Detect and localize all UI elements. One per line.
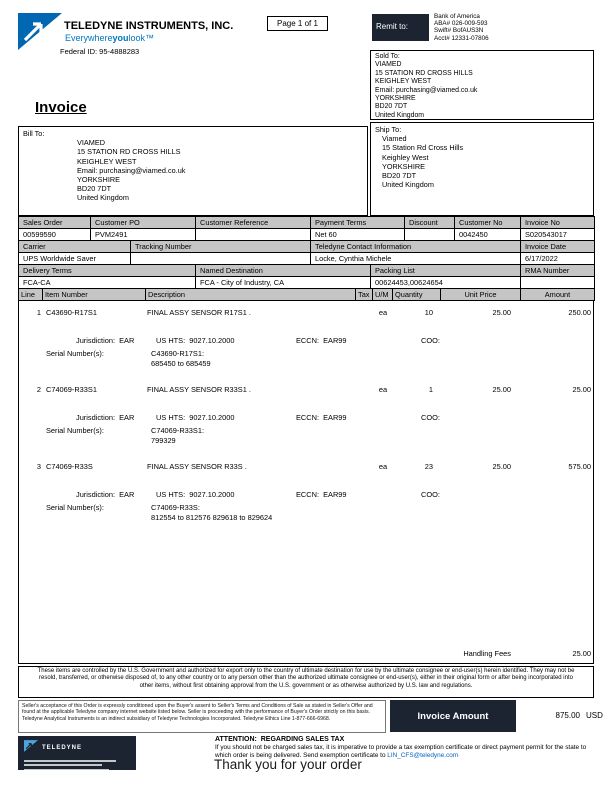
thank-you-message: Thank you for your order bbox=[214, 757, 362, 772]
value-teledyne-contact: Locke, Cynthia Michele bbox=[311, 253, 521, 265]
header-amount: Amount bbox=[521, 289, 595, 301]
serial-range: 799329 bbox=[151, 436, 176, 445]
sold-to-line: United Kingdom bbox=[375, 111, 425, 119]
ship-to-line: United Kingdom bbox=[382, 180, 434, 190]
value-packing-list: 00624453,00624654 bbox=[371, 277, 521, 289]
item-amount: 575.00 bbox=[568, 462, 591, 471]
item-number: C74069-R33S1 bbox=[46, 385, 97, 394]
ship-to-line: BD20 7DT bbox=[382, 171, 417, 181]
item-quantity: 10 bbox=[424, 308, 433, 317]
bill-to-line: United Kingdom bbox=[77, 193, 129, 203]
invoice-amount-currency: USD bbox=[586, 711, 603, 720]
header-carrier: Carrier bbox=[19, 241, 131, 253]
header-rma-number: RMA Number bbox=[521, 265, 595, 277]
item-serial-range-row bbox=[19, 436, 593, 446]
item-amount: 250.00 bbox=[568, 308, 591, 317]
item-eccn: ECCN: EAR99 bbox=[296, 490, 347, 499]
ship-to-line: Keighley West bbox=[382, 152, 429, 162]
ship-to-line: Viamed bbox=[382, 134, 407, 144]
remit-to-details bbox=[434, 13, 489, 42]
ship-to-box bbox=[370, 122, 594, 216]
bill-to-box bbox=[18, 126, 368, 216]
bill-to-line: VIAMED bbox=[77, 138, 105, 148]
header-discount: Discount bbox=[405, 217, 455, 229]
footer-logo-block bbox=[18, 736, 136, 770]
serial-name: C74069-R33S1: bbox=[151, 426, 205, 435]
header-description: Description bbox=[146, 289, 356, 301]
sold-to-line: BD20 7DT bbox=[375, 103, 408, 111]
value-named-destination: FCA - City of Industry, CA bbox=[196, 277, 371, 289]
page-number-box: Page 1 of 1 bbox=[267, 16, 328, 31]
bill-to-address bbox=[23, 138, 363, 202]
invoice-amount-value: 875.00 bbox=[555, 711, 580, 720]
footer-logo-text-line bbox=[24, 760, 116, 762]
item-um: ea bbox=[378, 462, 388, 471]
item-number: C43690-R17S1 bbox=[46, 308, 97, 317]
value-payment-terms: Net 60 bbox=[311, 229, 405, 241]
item-line-no: 3 bbox=[36, 462, 41, 471]
item-serial-range-row bbox=[19, 513, 593, 523]
item-quantity: 23 bbox=[424, 462, 433, 471]
header-quantity: Quantity bbox=[393, 289, 441, 301]
sold-to-line: VIAMED bbox=[375, 61, 402, 69]
item-um: ea bbox=[378, 385, 388, 394]
item-hts: US HTS: 9027.10.2000 bbox=[156, 490, 235, 499]
sold-to-line: KEIGHLEY WEST bbox=[375, 78, 432, 86]
header-unit-price: Unit Price bbox=[441, 289, 521, 301]
header-sales-order: Sales Order bbox=[19, 217, 91, 229]
value-rma-number bbox=[521, 277, 595, 289]
ship-to-address bbox=[375, 134, 589, 189]
value-invoice-no: S020543017 bbox=[521, 229, 595, 241]
handling-fees-value: 25.00 bbox=[572, 649, 591, 658]
value-tracking-number bbox=[131, 253, 311, 265]
sold-to-line: YORKSHIRE bbox=[375, 95, 416, 103]
acceptance-notice: Seller's acceptance of this Order is expressly conditioned upon the Buyer's assent to Seller's Terms and Conditions of Sale as stated in Seller's Offer and found at the applicable Teledyne company internet website listed below. Seller is proceeding with the performance of Buyer's Order strictly on this basis. Teledyne Analytical Instruments is an indirect subsidiary of Teledyne Technologies Incorporated. Teledyne Ethics Line 1-877-666-6968. bbox=[18, 700, 386, 733]
header-named-destination: Named Destination bbox=[196, 265, 371, 277]
line-item-row bbox=[19, 462, 593, 523]
invoice-amount-box: Invoice Amount bbox=[390, 700, 516, 732]
item-description: FINAL ASSY SENSOR R33S1 . bbox=[147, 385, 251, 394]
ship-to-label: Ship To: bbox=[375, 125, 402, 134]
item-coo: COO: bbox=[421, 336, 440, 345]
export-control-notice: These items are controlled by the U.S. Government and authorized for export only to the country of ultimate destination for use by the ultimate consignee or end-user(s) herein identified. They may not be resold, transferred, or otherwise disposed of, to any other country or to any person other than the authorized ultimate consignee or end-user(s), either in their original form or after being incorporated into other items, without first obtaining approval from the U.S. government or as otherwise authorized by U.S. law and regulations. bbox=[18, 666, 594, 698]
item-jurisdiction: Jurisdiction: EAR bbox=[76, 336, 135, 345]
item-jurisdiction: Jurisdiction: EAR bbox=[76, 490, 135, 499]
sales-tax-text: If you should not be charged sales tax, it is imperative to provide a tax exemption certificate or direct payment permit for the state to which order is being delivered. Send exemption certificate to bbox=[215, 744, 587, 759]
remit-account: Acct# 12331-07806 bbox=[434, 34, 489, 42]
sold-to-label: Sold To: bbox=[375, 53, 400, 60]
value-customer-no: 0042450 bbox=[455, 229, 521, 241]
item-coo: COO: bbox=[421, 490, 440, 499]
info-table-row3 bbox=[18, 264, 595, 289]
item-hts: US HTS: 9027.10.2000 bbox=[156, 336, 235, 345]
line-items-body bbox=[18, 300, 594, 664]
sold-to-line: Email: purchasing@viamed.co.uk bbox=[375, 86, 478, 94]
invoice-info-tables bbox=[18, 216, 594, 289]
serial-label: Serial Number(s): bbox=[46, 503, 104, 512]
serial-range: 812554 to 812576 829618 to 829624 bbox=[151, 513, 273, 522]
item-serial-row bbox=[19, 349, 593, 359]
ship-to-line: YORKSHIRE bbox=[382, 161, 425, 171]
header-line: Line bbox=[19, 289, 43, 301]
teledyne-logo-icon bbox=[18, 13, 62, 55]
footer-logo-text-line bbox=[24, 764, 102, 766]
item-hts: US HTS: 9027.10.2000 bbox=[156, 413, 235, 422]
header-um: U/M bbox=[373, 289, 393, 301]
header-item-number: Item Number bbox=[43, 289, 146, 301]
bill-to-label: Bill To: bbox=[23, 129, 45, 138]
item-serial-row bbox=[19, 503, 593, 513]
header-customer-reference: Customer Reference bbox=[196, 217, 311, 229]
info-table-row1 bbox=[18, 216, 595, 241]
bill-to-line: YORKSHIRE bbox=[77, 175, 120, 185]
teledyne-footer-logo-icon bbox=[24, 739, 38, 757]
tagline-part2: you bbox=[112, 33, 129, 43]
value-customer-po: PVM2491 bbox=[91, 229, 196, 241]
item-export-row bbox=[19, 490, 593, 500]
footer-logo-brand: TELEDYNE bbox=[42, 745, 83, 751]
exemption-email-link[interactable]: LIN_CFS@teledyne.com bbox=[387, 751, 459, 759]
company-name: TELEDYNE INSTRUMENTS, INC. bbox=[64, 20, 234, 32]
header-packing-list: Packing List bbox=[371, 265, 521, 277]
item-serial-range-row bbox=[19, 359, 593, 369]
item-line-no: 1 bbox=[36, 308, 41, 317]
item-unit-price: 25.00 bbox=[492, 462, 511, 471]
item-quantity: 1 bbox=[428, 385, 433, 394]
header-teledyne-contact: Teledyne Contact Information bbox=[311, 241, 521, 253]
item-eccn: ECCN: EAR99 bbox=[296, 413, 347, 422]
item-main-row bbox=[19, 385, 593, 395]
item-main-row bbox=[19, 308, 593, 318]
remit-aba: ABA# 026-009-593 bbox=[434, 20, 488, 28]
value-sales-order: 00599590 bbox=[19, 229, 91, 241]
invoice-title: Invoice bbox=[35, 99, 87, 116]
item-unit-price: 25.00 bbox=[492, 385, 511, 394]
footer-logo-text-line bbox=[24, 769, 109, 771]
item-eccn: ECCN: EAR99 bbox=[296, 336, 347, 345]
serial-name: C74069-R33S: bbox=[151, 503, 200, 512]
item-main-row bbox=[19, 462, 593, 472]
item-serial-row bbox=[19, 426, 593, 436]
item-description: FINAL ASSY SENSOR R17S1 . bbox=[147, 308, 251, 317]
header-invoice-no: Invoice No bbox=[521, 217, 595, 229]
remit-bank: Bank of America bbox=[434, 13, 480, 20]
info-table-row2 bbox=[18, 240, 595, 265]
serial-range: 685450 to 685459 bbox=[151, 359, 211, 368]
remit-swift: Swift# BofAUS3N bbox=[434, 27, 484, 35]
header-tax: Tax bbox=[356, 289, 373, 301]
sold-to-box bbox=[370, 50, 594, 120]
item-um: ea bbox=[378, 308, 388, 317]
header-invoice-date: Invoice Date bbox=[521, 241, 595, 253]
value-carrier: UPS Worldwide Saver bbox=[19, 253, 131, 265]
item-description: FINAL ASSY SENSOR R33S . bbox=[147, 462, 247, 471]
header-delivery-terms: Delivery Terms bbox=[19, 265, 196, 277]
header-customer-no: Customer No bbox=[455, 217, 521, 229]
value-delivery-terms: FCA-CA bbox=[19, 277, 196, 289]
bill-to-line: BD20 7DT bbox=[77, 184, 112, 194]
sales-tax-title: ATTENTION: REGARDING SALES TAX bbox=[215, 736, 345, 743]
bill-to-line: Email: purchasing@viamed.co.uk bbox=[77, 165, 186, 175]
handling-fees-row bbox=[19, 649, 593, 659]
serial-label: Serial Number(s): bbox=[46, 426, 104, 435]
header-customer-po: Customer PO bbox=[91, 217, 196, 229]
bill-to-line: KEIGHLEY WEST bbox=[77, 156, 137, 166]
company-tagline bbox=[65, 33, 154, 43]
ship-to-line: 15 Station Rd Cross Hills bbox=[382, 143, 464, 153]
item-export-row bbox=[19, 413, 593, 423]
tagline-part1: Everywhere bbox=[65, 33, 113, 43]
tagline-part3: look™ bbox=[128, 33, 155, 43]
federal-id: Federal ID: 95-4888283 bbox=[60, 47, 140, 56]
remit-to-label: Remit to: bbox=[372, 14, 429, 41]
sold-to-line: 15 STATION RD CROSS HILLS bbox=[375, 69, 473, 77]
value-customer-reference bbox=[196, 229, 311, 241]
bill-to-line: 15 STATION RD CROSS HILLS bbox=[77, 147, 181, 157]
item-jurisdiction: Jurisdiction: EAR bbox=[76, 413, 135, 422]
line-item-row bbox=[19, 385, 593, 446]
item-number: C74069-R33S bbox=[46, 462, 93, 471]
value-invoice-date: 6/17/2022 bbox=[521, 253, 595, 265]
serial-label: Serial Number(s): bbox=[46, 349, 104, 358]
header-tracking-number: Tracking Number bbox=[131, 241, 311, 253]
line-item-row bbox=[19, 308, 593, 369]
handling-fees-label: Handling Fees bbox=[463, 649, 511, 658]
item-unit-price: 25.00 bbox=[492, 308, 511, 317]
item-amount: 25.00 bbox=[572, 385, 591, 394]
item-coo: COO: bbox=[421, 413, 440, 422]
header-payment-terms: Payment Terms bbox=[311, 217, 405, 229]
serial-name: C43690-R17S1: bbox=[151, 349, 205, 358]
item-export-row bbox=[19, 336, 593, 346]
value-discount bbox=[405, 229, 455, 241]
item-line-no: 2 bbox=[36, 385, 41, 394]
